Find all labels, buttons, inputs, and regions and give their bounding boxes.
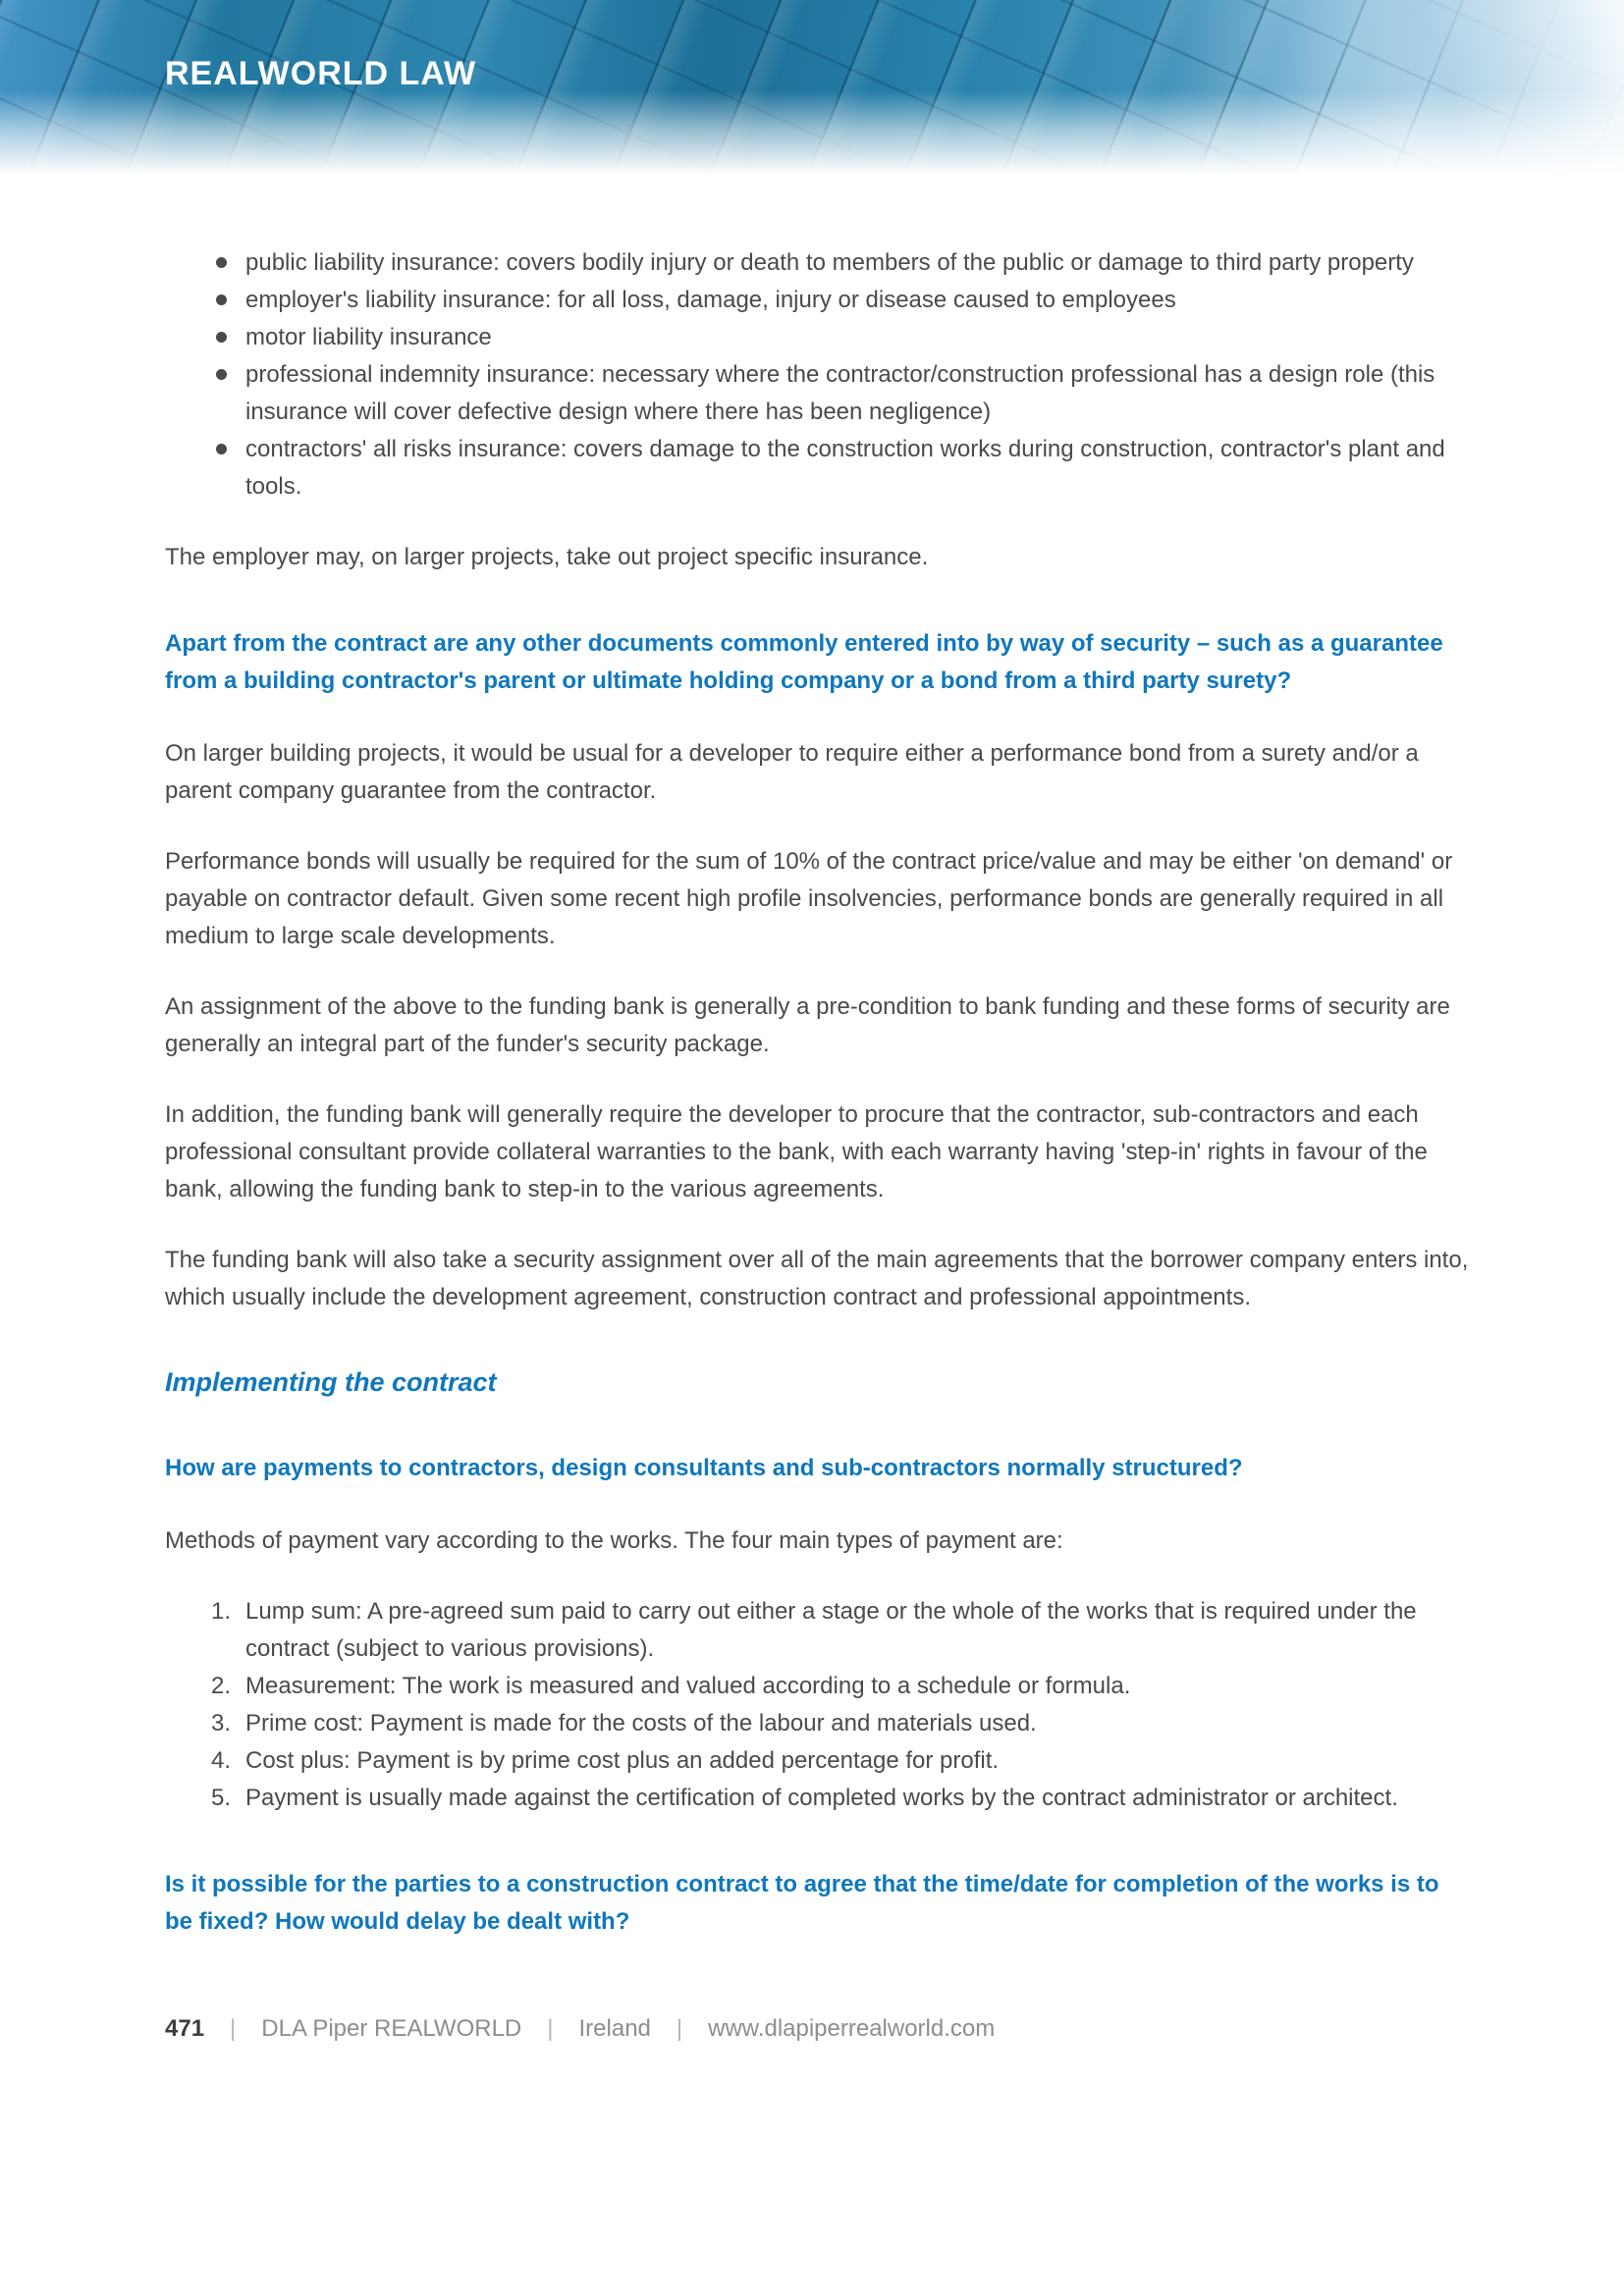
question-payment-structure: How are payments to contractors, design consultants and sub-contractors normally structured? <box>165 1455 1243 1481</box>
bullet-item-employer-liability: employer's liability insurance: for all loss, damage, injury or disease caused to employees <box>165 282 1473 319</box>
numbered-item-cost-plus: Cost plus: Payment is by prime cost plus an added percentage for profit. <box>245 1747 1000 1774</box>
numbered-item-certification: Payment is usually made against the certification of completed works by the contract administrator or architect. <box>245 1785 1398 1811</box>
footer-separator: | <box>230 2015 237 2042</box>
question-completion-date: Is it possible for the parties to a construction contract to agree that the time/date for completion of the works is to be fixed? How would delay be dealt with? <box>165 1871 1439 1935</box>
section-heading-implementing-contract: Implementing the contract <box>165 1367 497 1397</box>
para-collateral-warranties: In addition, the funding bank will generally require the developer to procure that the contractor, sub-contractors and each professional consultant provide collateral warranties to the bank, with each warranty having 'step-in' rights in favour of the bank, allowing the funding bank to step-in to the various agreements. <box>165 1101 1428 1202</box>
brand-title: REALWORLD LAW <box>165 55 477 92</box>
header-banner <box>0 0 1624 182</box>
footer-separator: | <box>676 2015 683 2042</box>
footer-url: www.dlapiperrealworld.com <box>708 2015 996 2042</box>
footer-brand: DLA Piper REALWORLD <box>261 2015 522 2042</box>
question-security-documents: Apart from the contract are any other documents commonly entered into by way of security – such as a guarantee from a building contractor's parent or ultimate holding company or a bond from a third party surety? <box>165 630 1443 694</box>
para-project-insurance: The employer may, on larger projects, take out project specific insurance. <box>165 544 929 570</box>
payment-types-numbered-list <box>165 1593 1473 1817</box>
para-performance-bond-intro: On larger building projects, it would be usual for a developer to require either a performance bond from a surety and/or a parent company guarantee from the contractor. <box>165 740 1419 804</box>
document-body <box>0 244 1473 1941</box>
numbered-item-lump-sum: Lump sum: A pre-agreed sum paid to carry out either a stage or the whole of the works that is required under the contract (subject to various provisions). <box>245 1598 1417 1662</box>
insurance-bullet-list <box>165 244 1473 506</box>
numbered-item-measurement: Measurement: The work is measured and valued according to a schedule or formula. <box>245 1673 1131 1699</box>
para-performance-bond-detail: Performance bonds will usually be required for the sum of 10% of the contract price/value and may be either 'on demand' or payable on contractor default. Given some recent high profile insolvencies, performance bonds are generally required in all medium to large scale developments. <box>165 848 1453 949</box>
bullet-item-public-liability: public liability insurance: covers bodily injury or death to members of the public or damage to third party property <box>165 244 1473 282</box>
footer-country: Ireland <box>578 2015 651 2042</box>
page-number: 471 <box>165 2015 205 2042</box>
numbered-item-prime-cost: Prime cost: Payment is made for the costs of the labour and materials used. <box>245 1710 1037 1736</box>
bullet-item-contractors-all-risks: contractors' all risks insurance: covers damage to the construction works during construction, contractor's plant and tools. <box>165 431 1473 506</box>
para-security-assignment: The funding bank will also take a security assignment over all of the main agreements that the borrower company enters into, which usually include the development agreement, construction contract and professional appointments. <box>165 1247 1469 1310</box>
page-footer <box>0 2015 1624 2043</box>
bullet-item-professional-indemnity: professional indemnity insurance: necessary where the contractor/construction professional has a design role (this insurance will cover defective design where there has been negligence) <box>165 356 1473 431</box>
footer-separator: | <box>547 2015 554 2042</box>
bullet-item-motor-liability: motor liability insurance <box>165 319 1473 356</box>
para-assignment-precondition: An assignment of the above to the funding bank is generally a pre-condition to bank funding and these forms of security are generally an integral part of the funder's security package. <box>165 993 1450 1057</box>
para-payment-methods: Methods of payment vary according to the works. The four main types of payment are: <box>165 1527 1063 1554</box>
